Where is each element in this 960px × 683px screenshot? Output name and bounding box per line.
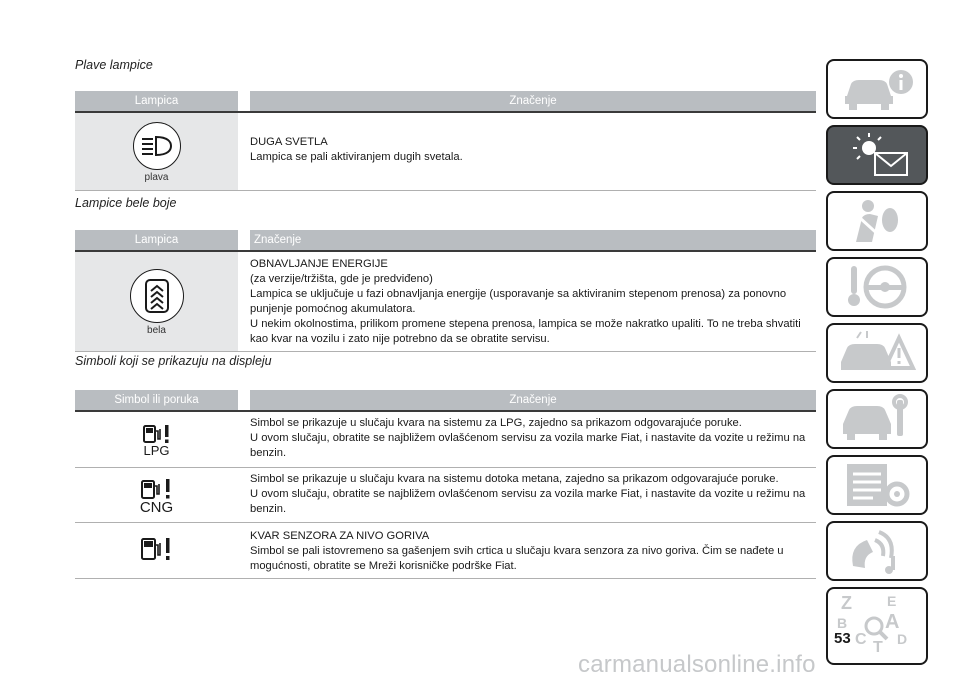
- tab-technical-data[interactable]: [826, 455, 928, 515]
- meaning-text: Lampica se uključuje u fazi obnavljanja energije (usporavanje sa aktiviranim stepenom prenosa) za ponovno punjenje pomoćnog akumulatora.: [250, 288, 787, 315]
- table-row: [75, 252, 816, 352]
- maintenance-icon: [839, 394, 915, 444]
- table-header: [75, 390, 816, 412]
- page-number: 53: [834, 630, 851, 647]
- meaning-title: DUGA SVETLA: [250, 136, 328, 148]
- meaning-text: Simbol se prikazuje u slučaju kvara na sistemu dotoka metana, zajedno sa prikazom odgovarajuće poruke.: [250, 473, 779, 485]
- table-blue-lights: [75, 91, 816, 191]
- steering-wheel-icon: [839, 262, 915, 312]
- tab-warning-lights[interactable]: [826, 125, 928, 185]
- header-col-meaning: Značenje: [250, 91, 816, 111]
- meaning-cell: [250, 468, 816, 522]
- table-row: [75, 523, 816, 579]
- header-col-lamp: Lampica: [75, 230, 238, 250]
- table-display-symbols: [75, 390, 816, 579]
- lpg-fault-icon: [142, 424, 172, 457]
- index-icon: Z E B A C T D: [837, 593, 908, 656]
- meaning-title: OBNAVLJANJE ENERGIJE: [250, 258, 388, 270]
- table-row: [75, 468, 816, 523]
- warning-lights-icon: [839, 131, 915, 179]
- meaning-text: Lampica se pali aktiviranjem dugih svetala.: [250, 151, 463, 163]
- table-row: [75, 113, 816, 191]
- cng-fault-icon: [140, 478, 174, 515]
- table-white-lights: [75, 230, 816, 352]
- tab-driving[interactable]: [826, 257, 928, 317]
- icon-caption: bela: [147, 325, 166, 336]
- meaning-cell: [250, 523, 816, 578]
- icon-label: LPG: [143, 443, 170, 458]
- icon-cell: [75, 523, 238, 578]
- meaning-cell: [250, 412, 816, 467]
- car-info-icon: [839, 66, 915, 112]
- safety-airbag-icon: [842, 196, 912, 246]
- meaning-cell: [250, 252, 816, 351]
- meaning-text: Simbol se prikazuje u slučaju kvara na sistemu za LPG, zajedno sa prikazom odgovarajuće poruke.: [250, 417, 742, 429]
- tab-safety[interactable]: [826, 191, 928, 251]
- watermark: carmanualsonline.info: [578, 651, 816, 678]
- icon-cell: [75, 468, 238, 522]
- meaning-note: (za verzije/tržišta, gde je predviđeno): [250, 273, 433, 285]
- header-col-lamp: Lampica: [75, 91, 238, 111]
- table-header: [75, 230, 816, 252]
- technical-data-icon: [839, 460, 915, 510]
- header-col-meaning: Značenje: [250, 390, 816, 410]
- energy-recovery-icon: [130, 269, 184, 323]
- icon-caption: plava: [144, 172, 169, 183]
- meaning-cell: [250, 113, 816, 190]
- emergency-icon: [837, 328, 917, 378]
- icon-cell: [75, 412, 238, 467]
- icon-label: CNG: [139, 498, 174, 516]
- high-beam-icon: [133, 122, 181, 170]
- multimedia-icon: [839, 526, 915, 576]
- header-col-symbol: Simbol ili poruka: [75, 390, 238, 410]
- meaning-text: U ovom slučaju, obratite se najbližem ovlašćenom servisu za vozila marke Fiat, i nastavite da vozite u režimu na benzin.: [250, 488, 806, 515]
- meaning-title: KVAR SENZORA ZA NIVO GORIVA: [250, 530, 430, 542]
- meaning-text: Simbol se pali istovremeno sa gašenjem svih crtica u slučaju kvara senzora za nivo goriva. Čim se nađete u mogućnosti, obratite se Mreži korisničke podrške Fiat.: [250, 545, 784, 572]
- icon-cell: [75, 252, 238, 351]
- table-row: [75, 412, 816, 468]
- table-header: [75, 91, 816, 113]
- section-title-blue-lights: Plave lampice: [75, 58, 153, 72]
- tab-emergency[interactable]: [826, 323, 928, 383]
- header-col-meaning: Značenje: [250, 230, 816, 250]
- tab-multimedia[interactable]: [826, 521, 928, 581]
- tab-index[interactable]: [826, 587, 928, 665]
- fuel-sensor-fault-icon: [140, 536, 174, 567]
- tab-maintenance[interactable]: [826, 389, 928, 449]
- section-title-white-lights: Lampice bele boje: [75, 196, 177, 210]
- tab-car-info[interactable]: [826, 59, 928, 119]
- icon-cell: [75, 113, 238, 190]
- meaning-text: U nekim okolnostima, prilikom promene stepena prenosa, lampica se može nakratko upaliti. To ne treba shvatiti kao kvar na vozilu i zato nije potrebno da se obratite servisu.: [250, 318, 801, 345]
- section-title-display-symbols: Simboli koji se prikazuju na displeju: [75, 354, 272, 368]
- meaning-text: U ovom slučaju, obratite se najbližem ovlašćenom servisu za vozila marke Fiat, i nastavite da vozite u režimu na benzin.: [250, 432, 806, 459]
